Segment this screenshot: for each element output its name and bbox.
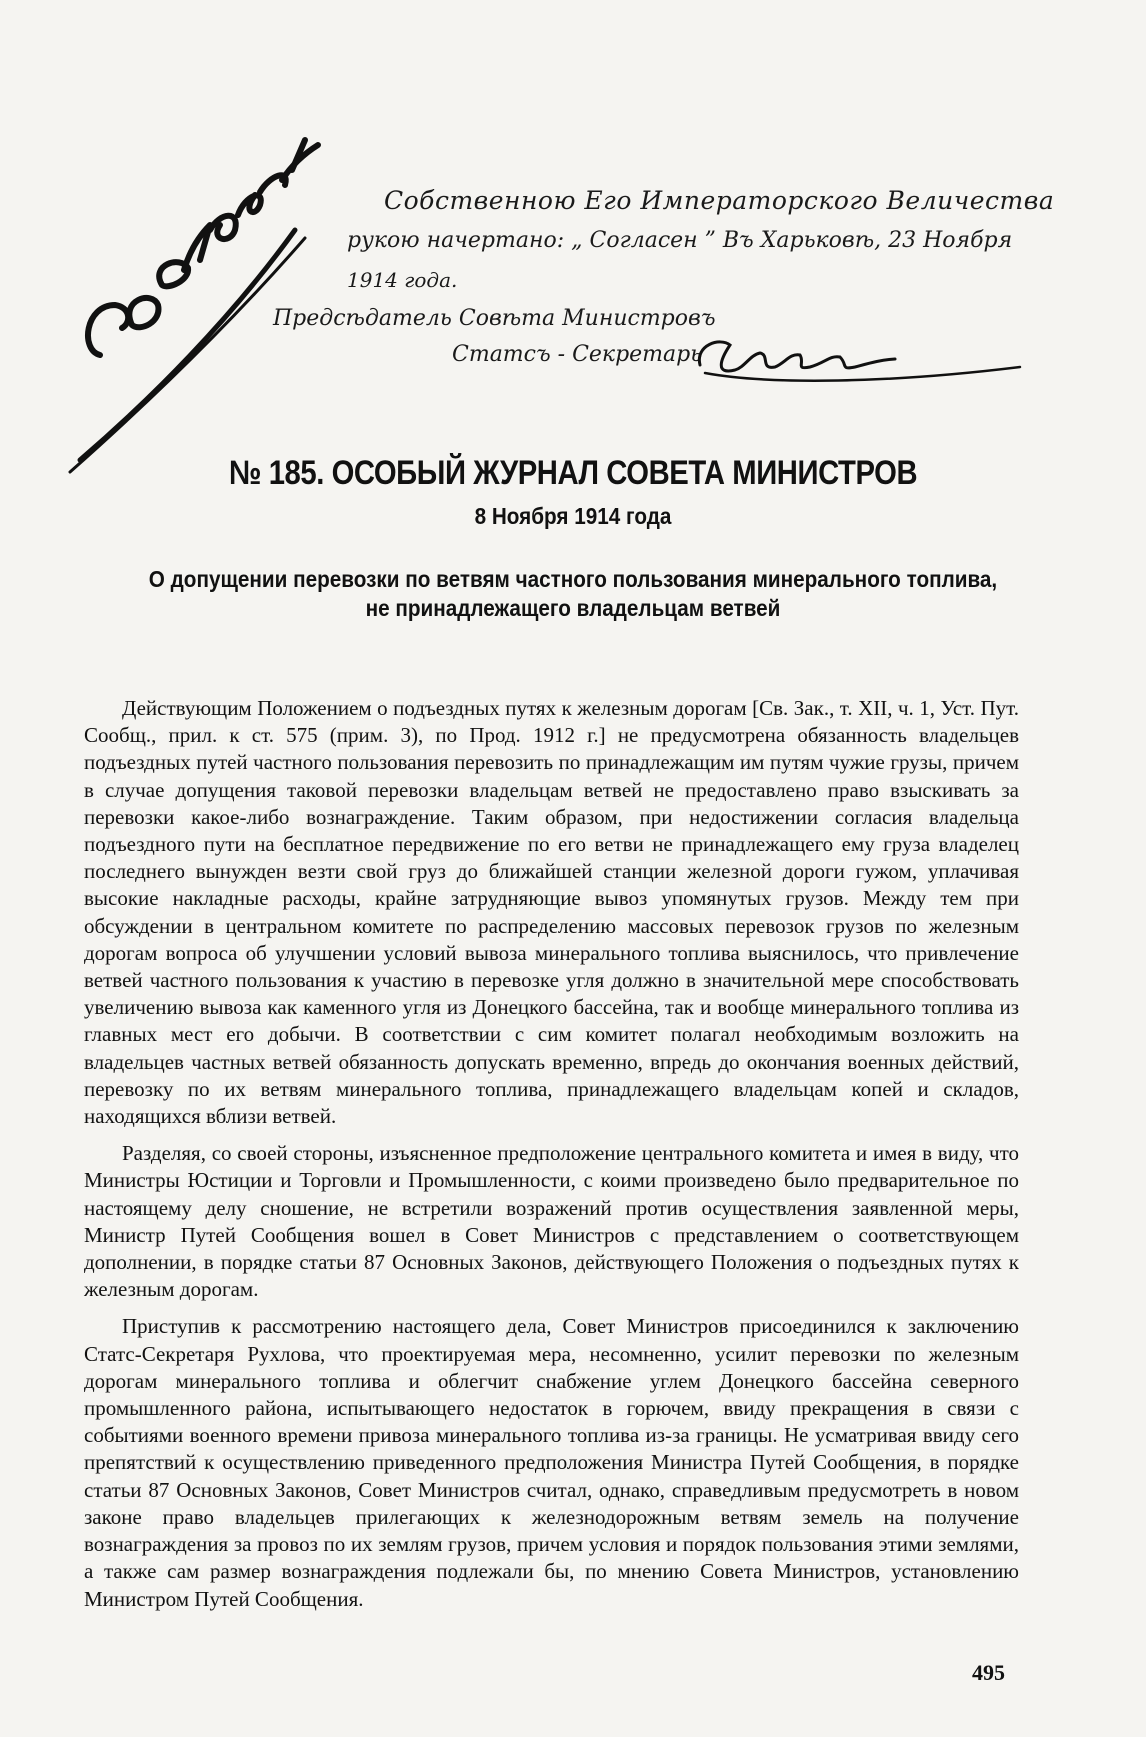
page-number: 495 xyxy=(972,1660,1005,1685)
paragraph: Действующим Положением о подъездных путях к железным дорогам [Св. Зак., т. XII, ч. 1, Уст. Пут. Сообщ., прил. к ст. 575 (прим. 3), по Прод. 1912 г.] не предусмотрена обязанность владельцев подъездных путей частного пользования перевозить по принадлежащим им путям чужие грузы, причем в случае допущения таковой перевозки владельцам ветвей не предоставлено право взыскивать за перевозки какое-либо вознаграждение. Таким образом, при недостижении согласия владельца подъездного пути на бесплатное передвижение по его ветви не принадлежащего ему груза владелец последнего вынужден везти свой груз до ближайшей станции железной дороги гужом, уплачивая высокие накладные расходы, крайне затрудняющие вывоз упомянутых грузов. Между тем при обсуждении в центральном комитете по распределению массовых перевозок грузов по железным дорогам вопроса об улучшении условий вывоза минерального топлива выяснилось, что привлечение ветвей частного пользования к участию в перевозке угля должно в значительной мере способствовать увеличению вывоза как каменного угля из Донецкого бассейна, так и вообще минерального топлива из главных мест его добычи. В соответствии с сим комитет полагал необходимым возложить на владельцев частных ветвей обязанность допускать временно, впредь до окончания военных действий, перевозку по их ветвям минерального топлива, принадлежащего владельцам копей и складов, находящихся вблизи ветвей. xyxy=(84,696,1019,1129)
resolution-line-3: 1914 года. xyxy=(347,268,458,292)
chairman-signature xyxy=(690,325,1030,400)
document-body xyxy=(84,695,1019,1623)
document-title: № 185. ОСОБЫЙ ЖУРНАЛ СОВЕТА МИНИСТРОВ xyxy=(228,454,918,492)
subject-line-2: не принадлежащего владельцам ветвей xyxy=(365,595,781,621)
subject-line-1: О допущении перевозки по ветвям частного пользования минерального топлива, xyxy=(148,566,998,592)
imperial-signature xyxy=(60,100,360,500)
document-date: 8 Ноября 1914 года xyxy=(474,503,672,529)
resolution-line-1: Собственною Его Императорского Величества xyxy=(384,186,1055,215)
paragraph: Разделяя, со своей стороны, изъясненное предположение центрального комитета и имея в виду, что Министры Юстиции и Торговли и Промышленности, с коими произведено было предварительное по настоящему делу сношение, не встретили возражений против осуществления заявленной меры, Министр Путей Сообщения вошел в Совет Министров с представлением о соответствующем дополнении, в порядке статьи 87 Основных Законов, действующего Положения о подъездных путях к железным дорогам. xyxy=(84,1141,1019,1302)
document-subject xyxy=(57,565,1088,623)
paragraph: Приступив к рассмотрению настоящего дела, Совет Министров присоединился к заключению Статс-Секретаря Рухлова, что проектируемая мера, несомненно, усилит перевозки по железным дорогам минерального топлива и облегчит снабжение углем Донецкого бассейна северного промышленного района, испытывающего недостаток в горючем, ввиду прекращения в связи с событиями военного времени привоза минерального топлива из-за границы. Не усматривая ввиду сего препятствий к осуществлению приведенного предположения Министра Путей Сообщения, в порядке статьи 87 Основных Законов, Совет Министров считал, однако, справедливым предусмотреть в новом законе право владельцев прилегающих к железнодорожным ветвям земель на получение вознаграждения за провоз по их землям грузов, причем условия и порядок пользования этими землями, а также сам размер вознаграждения подлежали бы, по мнению Совета Министров, установлению Министром Путей Сообщения. xyxy=(84,1314,1019,1611)
resolution-line-4: Предсѣдатель Совѣта Министровъ xyxy=(273,306,716,331)
resolution-line-2: рукою начертано: „ Согласен ” Въ Харьковѣ, 23 Ноября xyxy=(347,228,1013,253)
resolution-line-5: Статсъ - Секретарь xyxy=(452,342,703,367)
bleed-through-text xyxy=(500,70,1030,120)
